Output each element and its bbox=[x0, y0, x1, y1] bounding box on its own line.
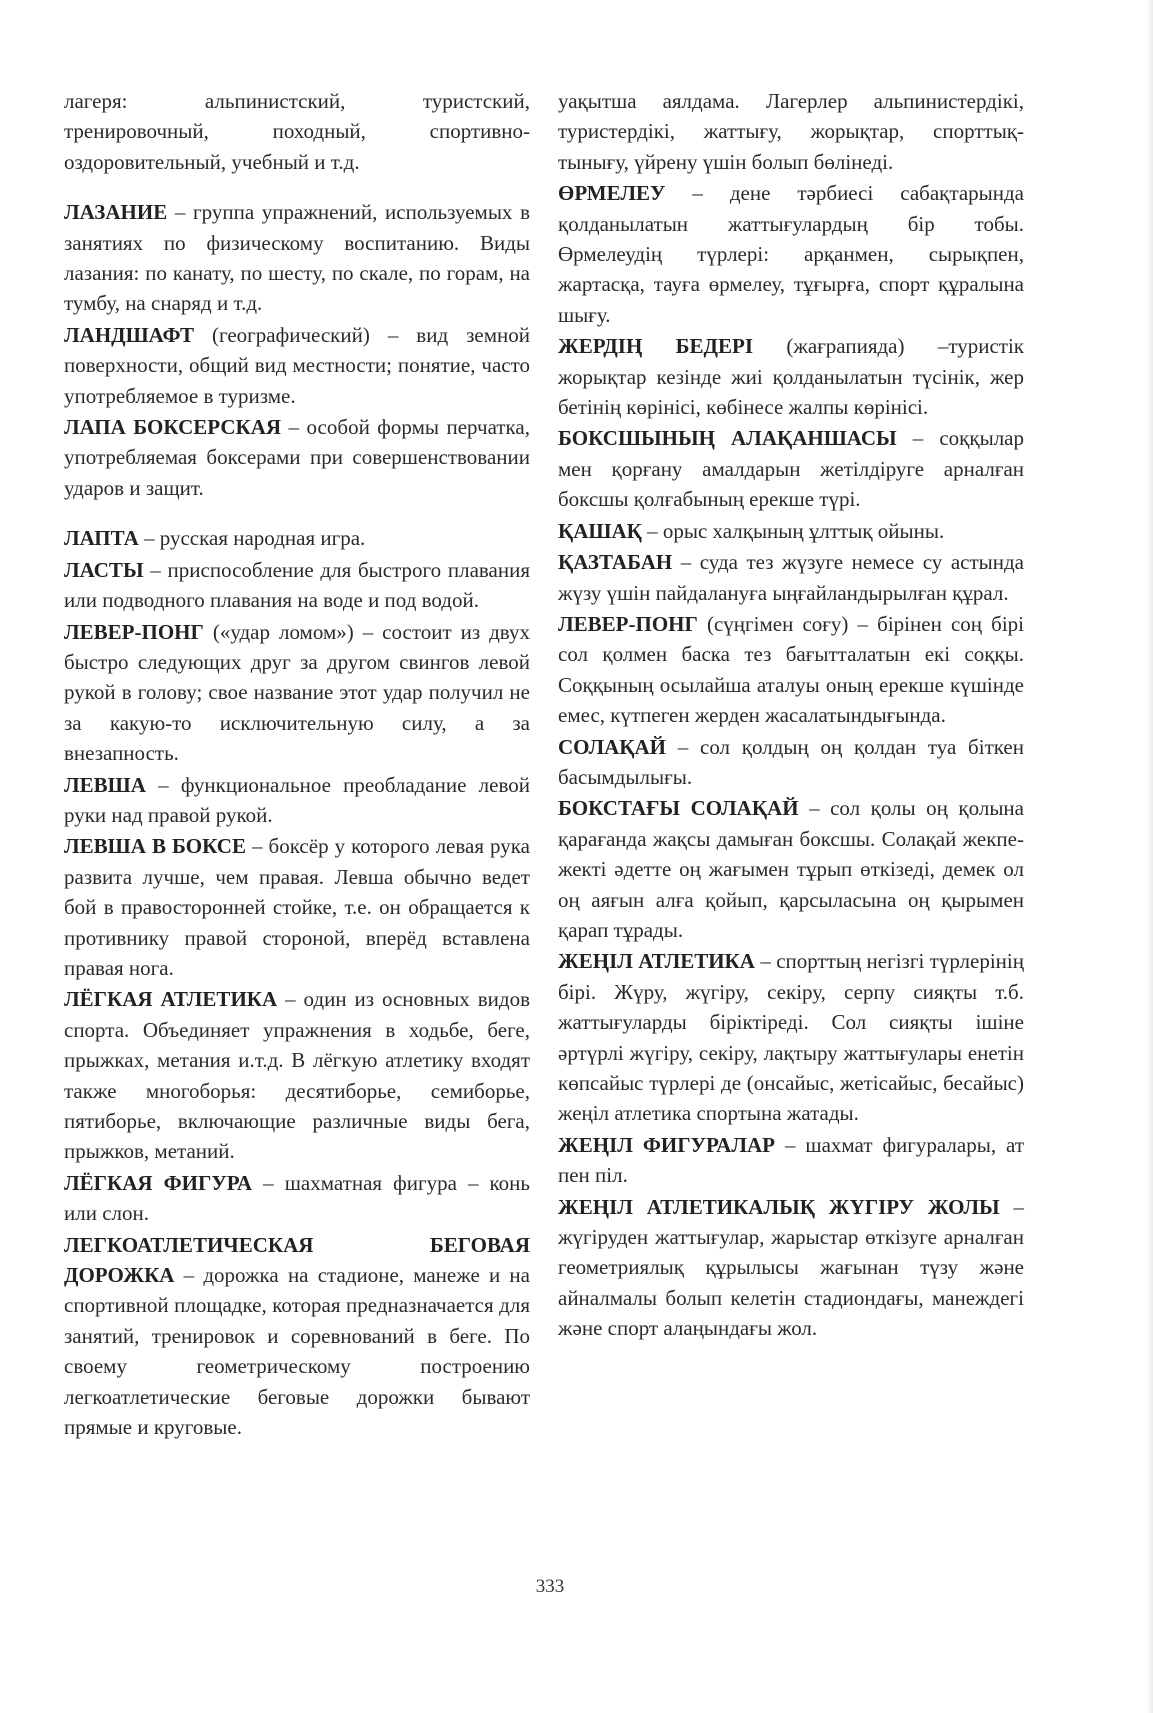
entry-definition: – дорожка на стадионе, манеже и на спортивной площадке, которая предназначается для занятий, тренировок и соревнований в беге. По своему геометрическому построению легкоатлетические беговые дорожки бывают прямые и круговые. bbox=[64, 1263, 530, 1440]
entry-term: ЖЕРДІҢ БЕДЕРІ bbox=[558, 334, 754, 359]
entry-term: ЛАСТЫ bbox=[64, 557, 144, 582]
entry bbox=[64, 1168, 530, 1229]
entry bbox=[64, 555, 530, 616]
entry-definition: (сүңгімен соғу) – бірінен соң бірі сол қолмен баска тез бағытталатын екі соққы. Соққының осылайша аталуы оның ерекше күшінде емес, күтпеген жерден жасалатындығында. bbox=[558, 611, 1024, 728]
entry-definition: (географический) – вид земной поверхности, общий вид местности; понятие, часто употребляемое в туризме. bbox=[64, 322, 530, 408]
entry-definition: – русская народная игра. bbox=[138, 526, 366, 551]
entry-definition: – функциональное преобладание левой руки над правой рукой. bbox=[64, 772, 530, 827]
entry bbox=[64, 320, 530, 411]
entry bbox=[558, 547, 1024, 608]
entry-term: ЖЕҢІЛ АТЛЕТИКА bbox=[558, 949, 755, 974]
entry bbox=[64, 831, 530, 983]
page-number: 333 bbox=[535, 1576, 565, 1597]
entry-definition: – группа упражнений, используемых в занятиях по физическому воспитанию. Виды лазания: по канату, по шесту, по скале, по горам, на тумбу, на снаряд и т.д. bbox=[64, 200, 530, 316]
entry bbox=[64, 770, 530, 831]
entry-continuation bbox=[64, 86, 530, 177]
entry-definition: – соққылар мен қорғану амалдарын жетілдіруге арналған боксшы қолғабының ерекше түрі. bbox=[558, 426, 1025, 512]
entry-definition: – сол қолдың оң қолдан туа біткен басымдылығы. bbox=[558, 734, 1024, 789]
entry-term: ҚАШАҚ bbox=[558, 518, 642, 543]
left-column-russian bbox=[64, 86, 530, 1443]
entry bbox=[558, 178, 1024, 330]
entry-definition: – шахмат фигуралары, ат пен піл. bbox=[558, 1132, 1024, 1188]
entry-definition: – суда тез жүзуге немесе су астында жүзу үшін пайдалануға ыңғайландырылған құрал. bbox=[558, 550, 1024, 605]
entry-term: ЛЁГКАЯ ФИГУРА bbox=[64, 1170, 253, 1195]
entry-term: СОЛАҚАЙ bbox=[558, 734, 666, 759]
entry-definition: – один из основных видов спорта. Объединяет упражнения в ходьбе, беге, прыжках, метания и.т.д. В лёгкую атлетику входят также многоборья: десятиборье, семиборье, пятиборье, включающие различные виды бега, прыжков, метаний. bbox=[64, 987, 530, 1164]
entry-term: ЛАЗАНИЕ bbox=[64, 200, 168, 225]
entry-definition: – шахматная фигура – конь или слон. bbox=[64, 1170, 530, 1226]
entry bbox=[558, 331, 1024, 422]
entry-term: БОКСШЫНЫҢ АЛАҚАНШАСЫ bbox=[558, 426, 897, 451]
entry bbox=[558, 732, 1024, 793]
entry-term: ЛАНДШАФТ bbox=[64, 322, 195, 347]
entry bbox=[64, 617, 530, 769]
entry-term: БОКСТАҒЫ СОЛАҚАЙ bbox=[558, 796, 799, 821]
entry bbox=[64, 1230, 530, 1443]
entry-definition: лагеря: альпинистский, туристский, тренировочный, походный, спортивно-оздоровительный, учебный и т.д. bbox=[64, 89, 530, 174]
entry bbox=[558, 1192, 1024, 1344]
entry-definition: – дене тәрбиесі сабақтарында қолданылатын жаттығулардың бір тобы. Өрмелеудің түрлері: арқанмен, сырықпен, жартасқа, тауға өрмелеу, тұғырға, спорт құралына шығу. bbox=[558, 181, 1024, 327]
entry bbox=[558, 423, 1024, 514]
entry-definition: («удар ломом») – состоит из двух быстро следующих друг за другом свингов левой рукой в голову; свое название этот удар получил не за какую-то исключительную силу, а за внезапность. bbox=[64, 619, 530, 766]
entry-term: ЛЕВША bbox=[64, 772, 146, 797]
entry-term: ӨРМЕЛЕУ bbox=[558, 181, 666, 206]
entry-term: ЛЕГКОАТЛЕТИЧЕСКАЯ БЕГОВАЯ ДОРОЖКА bbox=[64, 1232, 530, 1288]
entry-definition: – особой формы перчатка, употребляемая боксерами при совершенствовании ударов и защит. bbox=[64, 415, 530, 500]
entry bbox=[558, 946, 1024, 1128]
entry-term: ЛАПТА bbox=[64, 526, 139, 551]
entry-definition: – спорттың негізгі түрлерінің бірі. Жүру, жүгіру, секіру, серпу сияқты т.б. жаттығуларды біріктіреді. Сол сияқты ішіне әртүрлі жүгіру, секіру, лақтыру жаттығулары енетін көпсайыс түрлері де (онсайыс, жетісайыс, бесайыс) жеңіл атлетика спортына жатады. bbox=[558, 949, 1024, 1126]
entry-term: ЛЕВЕР-ПОНГ bbox=[64, 619, 204, 644]
entry-term: ЛАПА БОКСЕРСКАЯ bbox=[64, 415, 282, 440]
entry-term: ЖЕҢІЛ АТЛЕТИКАЛЫҚ ЖҮГІРУ ЖОЛЫ bbox=[558, 1194, 1000, 1219]
scan-edge-shadow bbox=[1147, 0, 1153, 1713]
entry-term: ЛЕВША В БОКСЕ bbox=[64, 834, 246, 859]
entry-definition: – приспособление для быстрого плавания или подводного плавания на воде и под водой. bbox=[64, 557, 530, 613]
entry-term: ЛЕВЕР-ПОНГ bbox=[558, 611, 698, 636]
entry-definition: – сол қолы оң қолына қарағанда жақсы дамыған боксшы. Солақай жекпе-жекті әдетте оң жағымен тұрып өткізеді, демек ол оң аяғын алға қойып, қарсыласына оң қырымен қарап тұрады. bbox=[558, 796, 1024, 942]
entry-definition: – боксёр у которого левая рука развита лучше, чем правая. Левша обычно ведет бой в правосторонней стойке, т.е. он обращается к противнику правой стороной, вперёд вставлена правая нога. bbox=[64, 834, 530, 980]
entry-term: ЛЁГКАЯ АТЛЕТИКА bbox=[64, 987, 278, 1012]
entry bbox=[558, 516, 1024, 546]
entry-term: ҚАЗТАБАН bbox=[558, 550, 673, 575]
entry bbox=[64, 412, 530, 503]
entry-continuation bbox=[558, 86, 1024, 177]
entry-definition: уақытша аялдама. Лагерлер альпинистердікі, туристердікі, жаттығу, жорықтар, спорттық-тынығу, үйрену үшін болып бөлінеді. bbox=[558, 89, 1024, 174]
entry bbox=[558, 793, 1024, 945]
entry-definition: – орыс халқының ұлттық ойыны. bbox=[641, 518, 945, 543]
entry bbox=[64, 984, 530, 1166]
entry bbox=[64, 523, 530, 553]
right-column-kazakh bbox=[558, 86, 1024, 1345]
entry bbox=[558, 1130, 1024, 1191]
entry-term: ЖЕҢІЛ ФИГУРАЛАР bbox=[558, 1132, 775, 1157]
entry-definition: – жүгіруден жаттығулар, жарыстар өткізуге арналған геометриялық құрылысы жағынан түзу және айналмалы болып келетін стадиондағы, манеждегі және спорт алаңындағы жол. bbox=[558, 1194, 1024, 1341]
entry bbox=[558, 609, 1024, 731]
entry bbox=[64, 197, 530, 319]
entry-definition: (жағрапияда) –туристік жорықтар кезінде жиі қолданылатын түсінік, жер бетінің көрінісі, көбінесе жалпы көрінісі. bbox=[558, 334, 1025, 420]
